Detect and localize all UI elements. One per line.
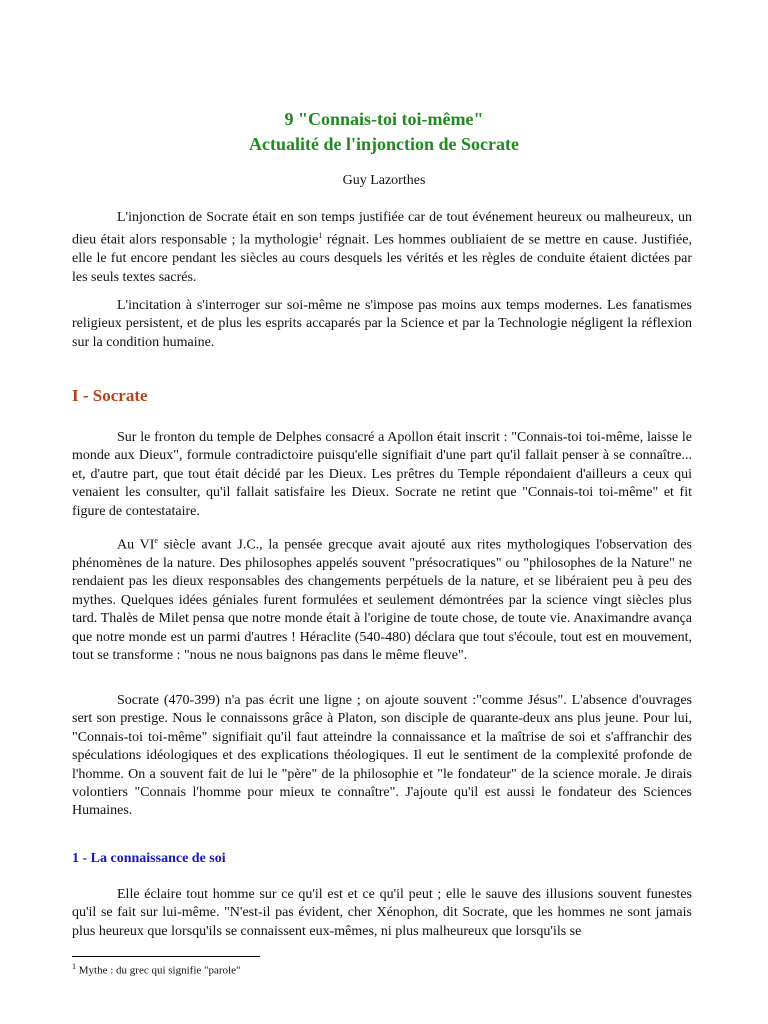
intro-paragraph-2: L'incitation à s'interroger sur soi-même ne s'impose pas moins aux temps modernes. Les fanatismes religieux persistent, et de plus les esprits accaparés par la Science et par la Technologie négligent la réflexion sur la condition humaine. — [72, 298, 692, 350]
s1-p2-text-b: siècle avant J.C., la pensée grecque avait ajouté aux rites mythologiques l'observation des phénomènes de la nature. Des philosophes appelés souvent "présocratiques" ou "philosophes de la Nature" ne rendaient pas les dieux responsables des changements perpétuels de la nature, et se libéraient peu à peu des mythes. Quelques idées géniales furent formulées et seulement démontrées par la science vingt siècles plus tard. Thalès de Milet pensa que notre monde était à l'origine de toute chose, de toute vie. Anaximandre avança que notre monde est un parmi d'autres ! Héraclite (540-480) déclara que tout s'écoule, tout est en mouvement, tout se transforme : "nous ne nous baignons pas dans le même fleuve". — [72, 537, 692, 664]
footnote-separator — [72, 956, 260, 957]
subsection-heading-connaissance: 1 - La connaissance de soi — [72, 851, 226, 866]
chapter-title: 9 "Connais-toi toi-même" — [284, 109, 484, 129]
footnote-reference: 1 — [318, 231, 323, 241]
section1-paragraph-3: Socrate (470-399) n'a pas écrit une ligne ; on ajoute souvent :"comme Jésus". L'absence d'ouvrages sert son prestige. Nous le connaissons grâce à Platon, son disciple de quarante-deux ans plus jeune. Pour lui, "Connais-toi toi-même" signifiait qu'il faut atteindre la connaissance et la maîtrise de soi et s'affranchir des spéculations idéologiques et des explications théologiques. Il eut le sentiment de la complexité profonde de l'homme. On a souvent fait de lui le "père" de la philosophie et "le fondateur" de la science morale. Je dirais volontiers "Connais l'homme pour mieux te connaître". J'ajoute qu'il est aussi le fondateur des Sciences Humaines. — [72, 693, 692, 819]
intro-paragraph-1 — [72, 209, 692, 287]
century-superscript: e — [154, 536, 158, 545]
subsection1-paragraph-1: Elle éclaire tout homme sur ce qu'il est et ce qu'il peut ; elle le sauve des illusions souvent funestes qu'il se fait sur lui-même. "N'est-il pas évident, cher Xénophon, dit Socrate, que les hommes ne sont jamais plus heureux que lorsqu'ils se connaissent eux-mêmes, ni plus malheureux que lorsqu'ils se — [72, 887, 692, 939]
s1-p2-text-a: Au VI — [117, 537, 155, 553]
section-heading-socrate: I - Socrate — [72, 386, 148, 405]
intro-p1-text-b: régnait. Les hommes oubliaient de se mettre en cause. Justifiée, elle le fut encore pendant les siècles au cours desquels les vérités et les règles de conduite étaient dictées par les seuls textes sacrés. — [72, 233, 692, 285]
section1-paragraph-1: Sur le fronton du temple de Delphes consacré a Apollon était inscrit : "Connais-toi toi-même, laisse le monde aux Dieux", formule contradictoire puisqu'elle signifiait d'une part qu'il fallait penser à se connaître... et, d'autre part, que tout était décidé par les Dieux. Les prêtres du Temple répondaient d'ailleurs a ceux qui venaient les consulter, qu'il fallait satisfaire les Dieux. Socrate ne retint que "Connais-toi toi-même" et fit figure de contestataire. — [72, 430, 692, 519]
author-name: Guy Lazorthes — [342, 173, 426, 188]
footnote-text: Mythe : du grec qui signifie "parole" — [76, 964, 241, 977]
footnote-number: 1 — [72, 962, 76, 971]
chapter-subtitle: Actualité de l'injonction de Socrate — [249, 134, 519, 154]
footnote — [72, 962, 240, 977]
intro-p1-text-a: L'injonction de Socrate était en son temps justifiée car de tout événement heureux ou malheureux, un dieu était alors responsable ; la mythologie — [72, 210, 692, 249]
section1-paragraph-2 — [72, 532, 692, 666]
